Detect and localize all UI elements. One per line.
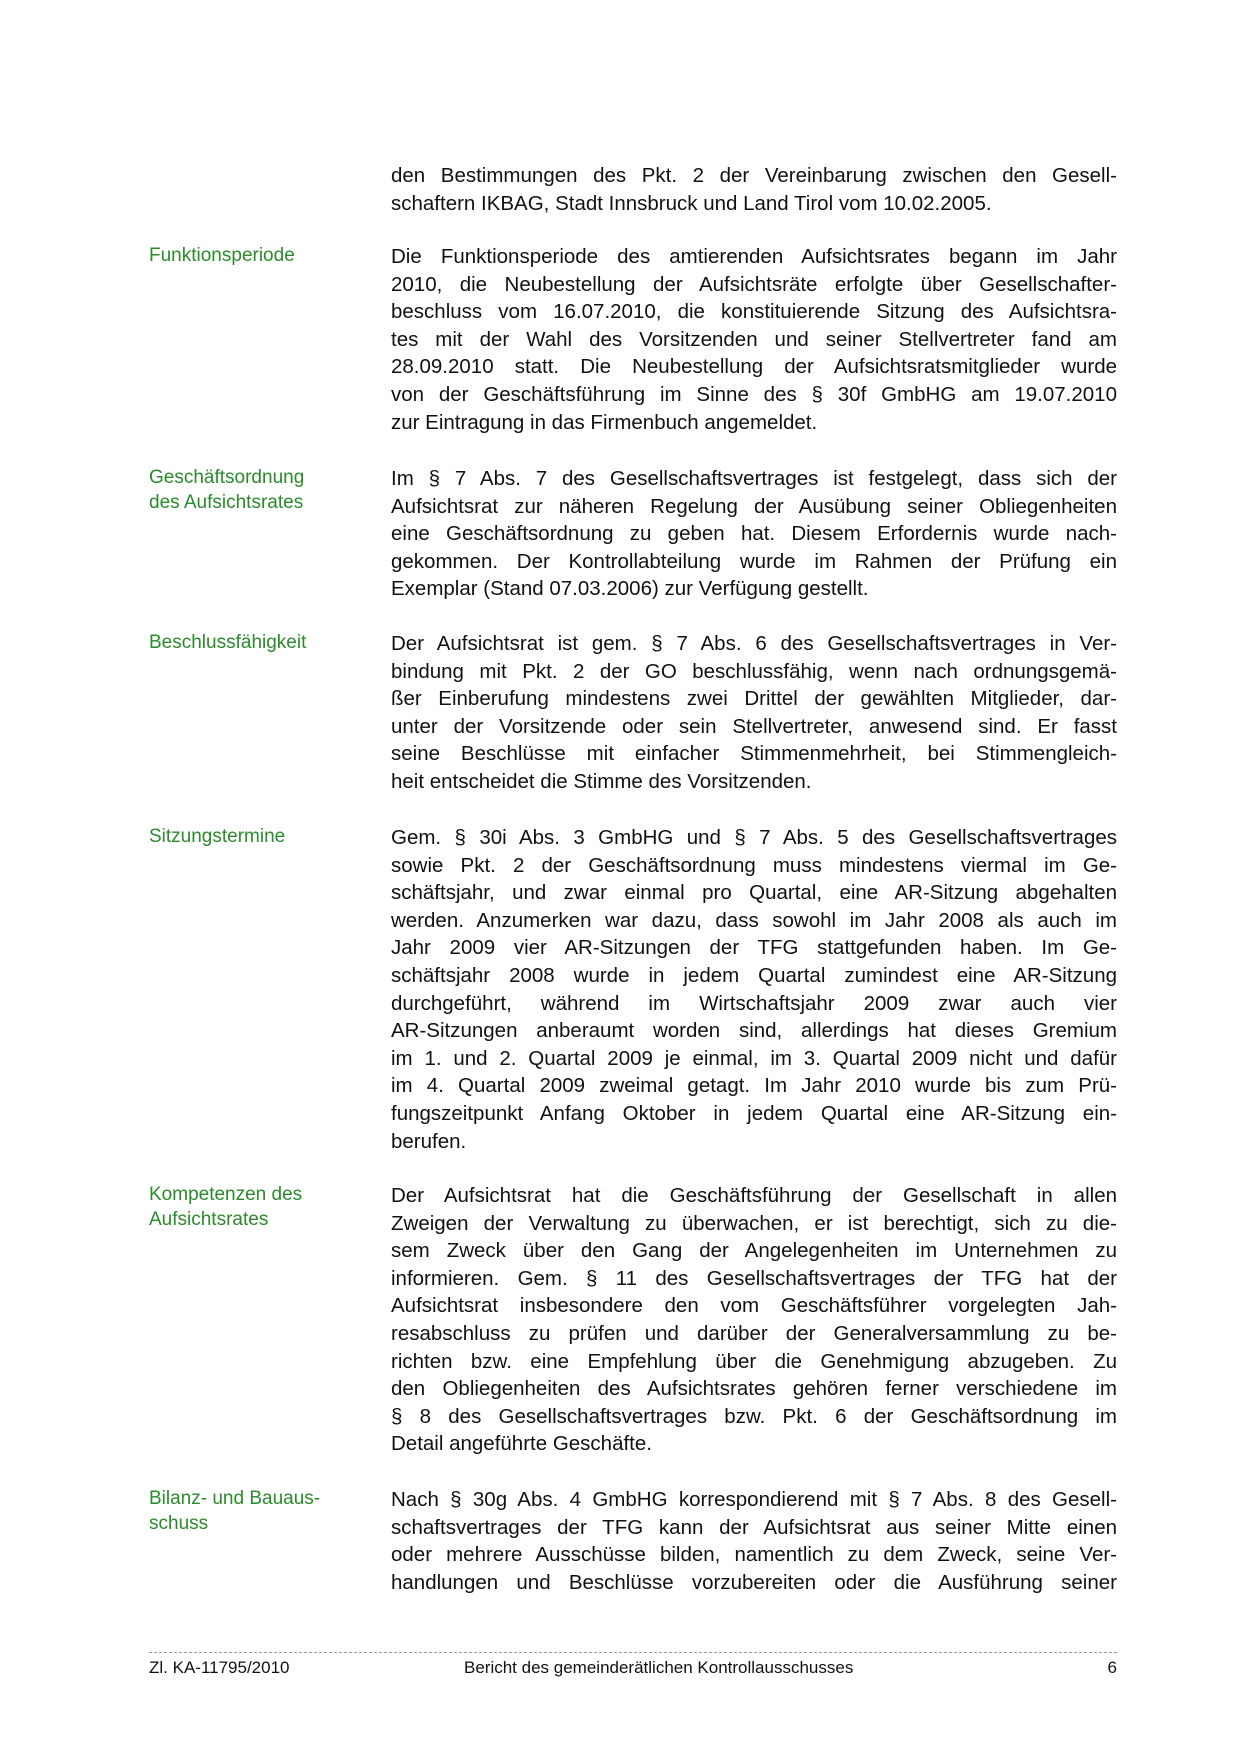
text-line: Gem. § 30i Abs. 3 GmbHG und § 7 Abs. 5 des Gesellschaftsvertrages	[391, 826, 1117, 849]
text-line: Zweigen der Verwaltung zu überwachen, er ist berechtigt, sich zu die-	[391, 1211, 1117, 1235]
margin-heading-line: schuss	[149, 1513, 209, 1534]
document-reference: Zl. KA-11795/2010	[149, 1658, 290, 1677]
paragraph	[391, 162, 1117, 217]
margin-heading-line: Geschäftsordnung	[149, 467, 305, 488]
text-line: Die Funktionsperiode des amtierenden Aufsichtsrates begann im Jahr	[391, 245, 1117, 268]
text-line: sowie Pkt. 2 der Geschäftsordnung muss mindestens viermal im Ge-	[391, 853, 1117, 877]
text-line: von der Geschäftsführung im Sinne des § 30f GmbHG am 19.07.2010	[391, 382, 1117, 406]
text-line: den Bestimmungen des Pkt. 2 der Vereinbarung zwischen den Gesell-	[391, 164, 1117, 187]
paragraph	[391, 1486, 1117, 1596]
text-line: unter der Vorsitzende oder sein Stellvertreter, anwesend sind. Er fasst	[391, 714, 1117, 738]
text-line: heit entscheidet die Stimme des Vorsitzenden.	[391, 769, 812, 793]
margin-heading-line: Sitzungstermine	[149, 826, 286, 847]
text-line: Nach § 30g Abs. 4 GmbHG korrespondierend mit § 7 Abs. 8 des Gesell-	[391, 1488, 1117, 1511]
text-line: eine Geschäftsordnung zu geben hat. Diesem Erfordernis wurde nach-	[391, 522, 1117, 546]
text-line: den Obliegenheiten des Aufsichtsrates gehören ferner verschiedene im	[391, 1377, 1117, 1401]
paragraph	[391, 824, 1117, 1155]
text-line: schäftsjahr 2008 wurde in jedem Quartal zumindest eine AR-Sitzung	[391, 963, 1117, 987]
page-number: 6	[1107, 1658, 1117, 1677]
text-line: Aufsichtsrat zur näheren Regelung der Ausübung seiner Obliegenheiten	[391, 494, 1117, 518]
text-line: im 4. Quartal 2009 zweimal getagt. Im Jahr 2010 wurde bis zum Prü-	[391, 1074, 1117, 1098]
text-line: Jahr 2009 vier AR-Sitzungen der TFG stattgefunden haben. Im Ge-	[391, 936, 1117, 960]
text-line: werden. Anzumerken war dazu, dass sowohl im Jahr 2008 als auch im	[391, 908, 1117, 932]
text-line: Der Aufsichtsrat ist gem. § 7 Abs. 6 des Gesellschaftsvertrages in Ver-	[391, 632, 1117, 655]
text-line: beschluss vom 16.07.2010, die konstituierende Sitzung des Aufsichtsra-	[391, 300, 1117, 324]
margin-heading-line: Aufsichtsrates	[149, 1209, 269, 1230]
text-line: gekommen. Der Kontrollabteilung wurde im Rahmen der Prüfung ein	[391, 549, 1117, 573]
margin-heading	[149, 1486, 369, 1536]
margin-heading	[149, 630, 369, 655]
text-line: sem Zweck über den Gang der Angelegenheiten im Unternehmen zu	[391, 1239, 1117, 1263]
margin-heading	[149, 1182, 369, 1232]
text-line: berufen.	[391, 1129, 467, 1153]
text-line: tes mit der Wahl des Vorsitzenden und seiner Stellvertreter fand am	[391, 327, 1117, 351]
text-line: seine Beschlüsse mit einfacher Stimmenmehrheit, bei Stimmengleich-	[391, 742, 1117, 766]
text-line: 2010, die Neubestellung der Aufsichtsräte erfolgte über Gesellschafter-	[391, 272, 1117, 296]
text-line: zur Eintragung in das Firmenbuch angemeldet.	[391, 410, 818, 434]
text-line: handlungen und Beschlüsse vorzubereiten oder die Ausführung seiner	[391, 1570, 1117, 1594]
text-line: im 1. und 2. Quartal 2009 je einmal, im 3. Quartal 2009 nicht und dafür	[391, 1046, 1117, 1070]
margin-heading	[149, 465, 369, 515]
text-line: 28.09.2010 statt. Die Neubestellung der Aufsichtsratsmitglieder wurde	[391, 355, 1117, 379]
text-line: bindung mit Pkt. 2 der GO beschlussfähig, wenn nach ordnungsgemä-	[391, 659, 1117, 683]
text-line: § 8 des Gesellschaftsvertrages bzw. Pkt. 6 der Geschäftsordnung im	[391, 1404, 1117, 1428]
text-line: schäftsjahr, und zwar einmal pro Quartal, eine AR-Sitzung abgehalten	[391, 881, 1117, 905]
margin-heading	[149, 824, 369, 849]
margin-heading-line: des Aufsichtsrates	[149, 492, 304, 513]
paragraph	[391, 630, 1117, 796]
margin-heading	[149, 243, 369, 268]
margin-heading-line: Bilanz- und Bauaus-	[149, 1488, 321, 1509]
margin-heading-line: Funktionsperiode	[149, 245, 295, 266]
paragraph	[391, 465, 1117, 603]
text-line: schaftern IKBAG, Stadt Innsbruck und Land Tirol vom 10.02.2005.	[391, 191, 992, 215]
text-line: oder mehrere Ausschüsse bilden, namentlich zu dem Zweck, seine Ver-	[391, 1543, 1117, 1567]
text-line: ßer Einberufung mindestens zwei Drittel der gewählten Mitglieder, dar-	[391, 687, 1117, 711]
text-line: Detail angeführte Geschäfte.	[391, 1432, 652, 1456]
text-line: informieren. Gem. § 11 des Gesellschaftsvertrages der TFG hat der	[391, 1266, 1117, 1290]
page-footer	[149, 1652, 1117, 1677]
text-line: resabschluss zu prüfen und darüber der Generalversammlung zu be-	[391, 1321, 1117, 1345]
document-title: Bericht des gemeinderätlichen Kontrollausschusses	[464, 1658, 854, 1677]
text-line: richten bzw. eine Empfehlung über die Genehmigung abzugeben. Zu	[391, 1349, 1117, 1373]
text-line: AR-Sitzungen anberaumt worden sind, allerdings hat dieses Gremium	[391, 1019, 1117, 1043]
text-line: schaftsvertrages der TFG kann der Aufsichtsrat aus seiner Mitte einen	[391, 1515, 1117, 1539]
text-line: Aufsichtsrat insbesondere den vom Geschäftsführer vorgelegten Jah-	[391, 1294, 1117, 1318]
paragraph	[391, 1182, 1117, 1458]
text-line: Der Aufsichtsrat hat die Geschäftsführung der Gesellschaft in allen	[391, 1184, 1117, 1207]
text-line: Exemplar (Stand 07.03.2006) zur Verfügung gestellt.	[391, 577, 869, 601]
paragraph	[391, 243, 1117, 436]
text-line: fungszeitpunkt Anfang Oktober in jedem Quartal eine AR-Sitzung ein-	[391, 1101, 1117, 1125]
margin-heading-line: Beschlussfähigkeit	[149, 632, 307, 653]
text-line: Im § 7 Abs. 7 des Gesellschaftsvertrages ist festgelegt, dass sich der	[391, 467, 1117, 490]
text-line: durchgeführt, während im Wirtschaftsjahr 2009 zwar auch vier	[391, 991, 1117, 1015]
margin-heading-line: Kompetenzen des	[149, 1184, 303, 1205]
